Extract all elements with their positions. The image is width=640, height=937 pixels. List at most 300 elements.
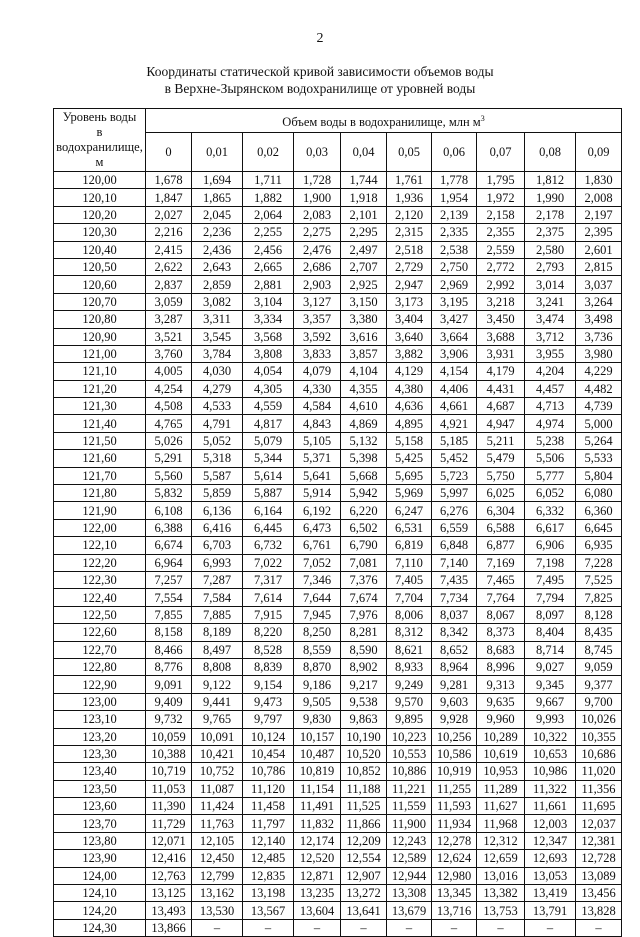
- volume-cell: 3,521: [146, 328, 192, 345]
- volume-cell: 11,020: [576, 763, 622, 780]
- table-row: [54, 345, 622, 362]
- level-cell: 121,20: [54, 380, 146, 397]
- volume-cell: 7,495: [525, 571, 576, 588]
- volume-cell: 1,830: [576, 172, 622, 189]
- table-row: [54, 206, 622, 223]
- volume-cell: 10,421: [192, 745, 243, 762]
- volume-cell: 3,931: [477, 345, 525, 362]
- volume-cell: 3,712: [525, 328, 576, 345]
- volume-cell: 12,624: [432, 850, 477, 867]
- level-cell: 120,30: [54, 224, 146, 241]
- volume-cell: 10,786: [243, 763, 294, 780]
- volume-cell: 5,777: [525, 467, 576, 484]
- volume-cell: 3,736: [576, 328, 622, 345]
- volume-cell: 9,186: [294, 676, 341, 693]
- volume-cell: 8,808: [192, 658, 243, 675]
- volume-cell: 5,158: [387, 432, 432, 449]
- volume-cell: 7,052: [294, 554, 341, 571]
- volume-cell: 2,178: [525, 206, 576, 223]
- volume-cell: 13,866: [146, 919, 192, 936]
- volume-cell: 11,866: [341, 815, 387, 832]
- volume-cell: 12,450: [192, 850, 243, 867]
- volume-cell: 4,355: [341, 380, 387, 397]
- volume-cell: 3,474: [525, 311, 576, 328]
- volume-cell: 9,667: [525, 693, 576, 710]
- volume-cell: 10,026: [576, 711, 622, 728]
- level-cell: 121,60: [54, 450, 146, 467]
- volume-cell: 12,835: [243, 867, 294, 884]
- volume-cell: 3,380: [341, 311, 387, 328]
- volume-cell: 2,643: [192, 258, 243, 275]
- level-cell: 123,80: [54, 832, 146, 849]
- volume-cell: 2,559: [477, 241, 525, 258]
- volume-cell: 12,381: [576, 832, 622, 849]
- volume-cell: 11,053: [146, 780, 192, 797]
- volume-cell: 10,553: [387, 745, 432, 762]
- volume-cell: 8,220: [243, 624, 294, 641]
- volume-cell: 9,505: [294, 693, 341, 710]
- volume-cell: 13,382: [477, 885, 525, 902]
- volume-cell: 11,763: [192, 815, 243, 832]
- level-cell: 120,00: [54, 172, 146, 189]
- volume-cell: 12,980: [432, 867, 477, 884]
- volume-cell: 6,819: [387, 537, 432, 554]
- volume-cell: 7,081: [341, 554, 387, 571]
- volume-cell: 6,964: [146, 554, 192, 571]
- table-row: [54, 485, 622, 502]
- volume-cell: 13,791: [525, 902, 576, 919]
- volume-cell: 7,764: [477, 589, 525, 606]
- volume-cell: 2,992: [477, 276, 525, 293]
- volume-cell: 4,869: [341, 415, 387, 432]
- volume-cell: 7,435: [432, 571, 477, 588]
- volume-cell: 2,750: [432, 258, 477, 275]
- volume-cell: 9,059: [576, 658, 622, 675]
- volume-cell: 11,832: [294, 815, 341, 832]
- volume-cell: 8,250: [294, 624, 341, 641]
- volume-cell: 9,091: [146, 676, 192, 693]
- volume-cell: 12,659: [477, 850, 525, 867]
- volume-cell: 3,498: [576, 311, 622, 328]
- volume-cell: 6,360: [576, 502, 622, 519]
- volume-cell: 8,559: [294, 641, 341, 658]
- volume-cell: 3,037: [576, 276, 622, 293]
- volume-cell: 6,136: [192, 502, 243, 519]
- volume-cell: 2,216: [146, 224, 192, 241]
- volume-table: [53, 108, 622, 937]
- volume-cell: 2,120: [387, 206, 432, 223]
- table-row: [54, 641, 622, 658]
- volume-cell: 12,944: [387, 867, 432, 884]
- volume-cell: 4,305: [243, 380, 294, 397]
- level-cell: 122,50: [54, 606, 146, 623]
- volume-cell: 8,683: [477, 641, 525, 658]
- volume-cell: 8,097: [525, 606, 576, 623]
- volume-cell: 7,915: [243, 606, 294, 623]
- volume-cell: 3,104: [243, 293, 294, 310]
- volume-cell: 5,079: [243, 432, 294, 449]
- volume-cell: 9,732: [146, 711, 192, 728]
- volume-cell: 6,025: [477, 485, 525, 502]
- level-column-header: [54, 109, 146, 172]
- volume-cell: 9,635: [477, 693, 525, 710]
- volume-cell: 7,405: [387, 571, 432, 588]
- volume-cell: 12,871: [294, 867, 341, 884]
- page-number: 2: [316, 31, 324, 46]
- volume-cell: 9,473: [243, 693, 294, 710]
- volume-cell: 11,934: [432, 815, 477, 832]
- volume-cell: 7,287: [192, 571, 243, 588]
- volume-cell: 11,154: [294, 780, 341, 797]
- volume-cell: 10,919: [432, 763, 477, 780]
- volume-cell: 9,928: [432, 711, 477, 728]
- volume-cell: 9,765: [192, 711, 243, 728]
- volume-cell: 7,110: [387, 554, 432, 571]
- volume-cell: 12,140: [243, 832, 294, 849]
- volume-cell: 6,192: [294, 502, 341, 519]
- volume-cell: 9,863: [341, 711, 387, 728]
- volume-cell: 5,614: [243, 467, 294, 484]
- volume-cell: 6,906: [525, 537, 576, 554]
- volume-group-header: [146, 109, 622, 133]
- volume-cell: –: [243, 919, 294, 936]
- volume-cell: 10,124: [243, 728, 294, 745]
- volume-cell: 6,559: [432, 519, 477, 536]
- volume-cell: 5,804: [576, 467, 622, 484]
- volume-cell: 10,852: [341, 763, 387, 780]
- volume-cell: 2,538: [432, 241, 477, 258]
- column-header-4: 0,04: [341, 133, 387, 172]
- volume-cell: 12,243: [387, 832, 432, 849]
- volume-cell: 3,833: [294, 345, 341, 362]
- volume-cell: 4,482: [576, 380, 622, 397]
- volume-cell: 5,723: [432, 467, 477, 484]
- volume-cell: 6,531: [387, 519, 432, 536]
- volume-cell: 3,568: [243, 328, 294, 345]
- volume-cell: 8,312: [387, 624, 432, 641]
- table-row: [54, 745, 622, 762]
- volume-cell: 13,053: [525, 867, 576, 884]
- volume-cell: 5,533: [576, 450, 622, 467]
- volume-cell: 1,972: [477, 189, 525, 206]
- volume-cell: 2,158: [477, 206, 525, 223]
- volume-cell: 12,728: [576, 850, 622, 867]
- volume-cell: 12,693: [525, 850, 576, 867]
- level-cell: 122,40: [54, 589, 146, 606]
- volume-cell: 12,763: [146, 867, 192, 884]
- volume-cell: 4,154: [432, 363, 477, 380]
- volume-cell: 5,371: [294, 450, 341, 467]
- volume-cell: 4,054: [243, 363, 294, 380]
- volume-cell: 3,450: [477, 311, 525, 328]
- volume-cell: 4,104: [341, 363, 387, 380]
- volume-cell: 10,653: [525, 745, 576, 762]
- level-cell: 122,00: [54, 519, 146, 536]
- volume-cell: 6,790: [341, 537, 387, 554]
- volume-cell: 8,466: [146, 641, 192, 658]
- table-row: [54, 658, 622, 675]
- volume-cell: 4,817: [243, 415, 294, 432]
- volume-cell: 5,560: [146, 467, 192, 484]
- volume-cell: 5,344: [243, 450, 294, 467]
- volume-header-superscript: 3: [480, 114, 485, 123]
- volume-cell: 7,465: [477, 571, 525, 588]
- volume-cell: 12,037: [576, 815, 622, 832]
- volume-cell: 3,808: [243, 345, 294, 362]
- level-cell: 122,60: [54, 624, 146, 641]
- volume-cell: 11,221: [387, 780, 432, 797]
- volume-cell: –: [576, 919, 622, 936]
- volume-cell: 10,190: [341, 728, 387, 745]
- volume-cell: –: [387, 919, 432, 936]
- level-cell: 121,50: [54, 432, 146, 449]
- volume-cell: 9,441: [192, 693, 243, 710]
- volume-cell: 6,276: [432, 502, 477, 519]
- level-cell: 121,70: [54, 467, 146, 484]
- volume-cell: –: [341, 919, 387, 936]
- level-cell: 122,70: [54, 641, 146, 658]
- volume-cell: 4,406: [432, 380, 477, 397]
- volume-cell: 11,559: [387, 798, 432, 815]
- volume-cell: 3,195: [432, 293, 477, 310]
- volume-cell: 6,445: [243, 519, 294, 536]
- volume-cell: 7,257: [146, 571, 192, 588]
- volume-cell: 10,986: [525, 763, 576, 780]
- table-row: [54, 798, 622, 815]
- volume-cell: 1,936: [387, 189, 432, 206]
- volume-cell: 3,287: [146, 311, 192, 328]
- table-row: [54, 763, 622, 780]
- volume-cell: 5,291: [146, 450, 192, 467]
- volume-cell: 5,750: [477, 467, 525, 484]
- volume-cell: 9,895: [387, 711, 432, 728]
- volume-cell: 6,703: [192, 537, 243, 554]
- volume-cell: 6,935: [576, 537, 622, 554]
- table-row: [54, 606, 622, 623]
- volume-cell: 7,885: [192, 606, 243, 623]
- volume-cell: 4,739: [576, 398, 622, 415]
- column-header-0: 0: [146, 133, 192, 172]
- volume-cell: 10,886: [387, 763, 432, 780]
- volume-cell: 4,974: [525, 415, 576, 432]
- volume-cell: 10,686: [576, 745, 622, 762]
- volume-cell: 3,082: [192, 293, 243, 310]
- volume-cell: 8,964: [432, 658, 477, 675]
- volume-cell: 1,778: [432, 172, 477, 189]
- volume-cell: 2,139: [432, 206, 477, 223]
- volume-cell: 2,969: [432, 276, 477, 293]
- table-row: [54, 676, 622, 693]
- volume-cell: 2,197: [576, 206, 622, 223]
- volume-cell: 13,198: [243, 885, 294, 902]
- volume-cell: –: [525, 919, 576, 936]
- volume-cell: 1,795: [477, 172, 525, 189]
- volume-cell: 2,903: [294, 276, 341, 293]
- volume-cell: 5,000: [576, 415, 622, 432]
- volume-cell: 6,304: [477, 502, 525, 519]
- volume-cell: 5,506: [525, 450, 576, 467]
- volume-cell: 4,895: [387, 415, 432, 432]
- volume-cell: 10,322: [525, 728, 576, 745]
- volume-cell: 8,373: [477, 624, 525, 641]
- level-cell: 120,50: [54, 258, 146, 275]
- volume-cell: 2,837: [146, 276, 192, 293]
- volume-cell: 9,603: [432, 693, 477, 710]
- volume-cell: 8,776: [146, 658, 192, 675]
- volume-cell: 1,711: [243, 172, 294, 189]
- table-row: [54, 224, 622, 241]
- volume-cell: 12,278: [432, 832, 477, 849]
- volume-cell: 2,008: [576, 189, 622, 206]
- volume-cell: 5,452: [432, 450, 477, 467]
- volume-cell: 2,665: [243, 258, 294, 275]
- table-row: [54, 728, 622, 745]
- volume-cell: 2,255: [243, 224, 294, 241]
- volume-cell: 9,217: [341, 676, 387, 693]
- volume-cell: 12,554: [341, 850, 387, 867]
- volume-cell: 13,162: [192, 885, 243, 902]
- volume-cell: 1,847: [146, 189, 192, 206]
- volume-cell: 9,027: [525, 658, 576, 675]
- volume-cell: 9,797: [243, 711, 294, 728]
- volume-cell: 1,812: [525, 172, 576, 189]
- column-header-9: 0,09: [576, 133, 622, 172]
- volume-cell: 6,645: [576, 519, 622, 536]
- volume-cell: 4,713: [525, 398, 576, 415]
- volume-cell: 5,052: [192, 432, 243, 449]
- volume-cell: 8,006: [387, 606, 432, 623]
- volume-cell: 7,228: [576, 554, 622, 571]
- volume-cell: 5,914: [294, 485, 341, 502]
- volume-cell: 11,525: [341, 798, 387, 815]
- volume-cell: 10,223: [387, 728, 432, 745]
- level-cell: 120,20: [54, 206, 146, 223]
- level-cell: 122,80: [54, 658, 146, 675]
- volume-cell: 13,753: [477, 902, 525, 919]
- volume-cell: 3,760: [146, 345, 192, 362]
- level-cell: 120,80: [54, 311, 146, 328]
- volume-cell: 2,881: [243, 276, 294, 293]
- volume-cell: 8,497: [192, 641, 243, 658]
- volume-cell: 10,059: [146, 728, 192, 745]
- volume-cell: 2,415: [146, 241, 192, 258]
- volume-cell: 6,220: [341, 502, 387, 519]
- volume-cell: 5,587: [192, 467, 243, 484]
- volume-cell: 10,619: [477, 745, 525, 762]
- volume-cell: 5,942: [341, 485, 387, 502]
- volume-cell: 4,610: [341, 398, 387, 415]
- volume-cell: 5,238: [525, 432, 576, 449]
- volume-cell: 11,593: [432, 798, 477, 815]
- volume-cell: 12,347: [525, 832, 576, 849]
- volume-cell: 2,859: [192, 276, 243, 293]
- volume-cell: 5,132: [341, 432, 387, 449]
- volume-cell: 4,005: [146, 363, 192, 380]
- volume-cell: 5,695: [387, 467, 432, 484]
- volume-cell: 11,491: [294, 798, 341, 815]
- table-row: [54, 432, 622, 449]
- table-row: [54, 624, 622, 641]
- volume-cell: 5,185: [432, 432, 477, 449]
- volume-cell: 8,652: [432, 641, 477, 658]
- table-row: [54, 450, 622, 467]
- title-line-2: в Верхне-Зырянском водохранилище от уровней воды: [164, 81, 476, 96]
- volume-cell: 4,030: [192, 363, 243, 380]
- level-cell: 123,90: [54, 850, 146, 867]
- volume-cell: 7,794: [525, 589, 576, 606]
- volume-cell: 11,458: [243, 798, 294, 815]
- column-header-6: 0,06: [432, 133, 477, 172]
- volume-cell: 3,592: [294, 328, 341, 345]
- volume-cell: 12,312: [477, 832, 525, 849]
- volume-cell: 6,877: [477, 537, 525, 554]
- level-cell: 124,20: [54, 902, 146, 919]
- level-header-line: в: [96, 125, 103, 139]
- volume-cell: 6,473: [294, 519, 341, 536]
- level-cell: 120,70: [54, 293, 146, 310]
- volume-cell: 11,968: [477, 815, 525, 832]
- volume-cell: 3,357: [294, 311, 341, 328]
- volume-cell: 3,616: [341, 328, 387, 345]
- volume-cell: 8,870: [294, 658, 341, 675]
- volume-cell: 1,761: [387, 172, 432, 189]
- level-cell: 121,40: [54, 415, 146, 432]
- volume-cell: 4,791: [192, 415, 243, 432]
- volume-cell: 6,080: [576, 485, 622, 502]
- volume-cell: 1,694: [192, 172, 243, 189]
- volume-cell: 5,668: [341, 467, 387, 484]
- volume-cell: 10,256: [432, 728, 477, 745]
- volume-cell: 4,431: [477, 380, 525, 397]
- volume-cell: 5,859: [192, 485, 243, 502]
- volume-cell: 4,765: [146, 415, 192, 432]
- volume-cell: 10,454: [243, 745, 294, 762]
- table-row: [54, 850, 622, 867]
- volume-cell: 13,604: [294, 902, 341, 919]
- volume-cell: 10,819: [294, 763, 341, 780]
- volume-cell: 6,388: [146, 519, 192, 536]
- volume-cell: 4,179: [477, 363, 525, 380]
- volume-cell: 6,993: [192, 554, 243, 571]
- volume-cell: 9,538: [341, 693, 387, 710]
- table-row: [54, 258, 622, 275]
- volume-cell: 9,154: [243, 676, 294, 693]
- volume-cell: 9,377: [576, 676, 622, 693]
- volume-cell: 13,716: [432, 902, 477, 919]
- volume-cell: 3,664: [432, 328, 477, 345]
- volume-cell: 4,508: [146, 398, 192, 415]
- volume-cell: 2,497: [341, 241, 387, 258]
- volume-cell: 3,059: [146, 293, 192, 310]
- table-row: [54, 328, 622, 345]
- volume-cell: 2,622: [146, 258, 192, 275]
- volume-cell: 7,317: [243, 571, 294, 588]
- volume-cell: 1,744: [341, 172, 387, 189]
- volume-cell: 12,105: [192, 832, 243, 849]
- volume-cell: 7,945: [294, 606, 341, 623]
- volume-cell: 8,528: [243, 641, 294, 658]
- volume-cell: 2,925: [341, 276, 387, 293]
- volume-cell: 13,641: [341, 902, 387, 919]
- volume-cell: 2,772: [477, 258, 525, 275]
- volume-cell: 7,644: [294, 589, 341, 606]
- volume-cell: 2,947: [387, 276, 432, 293]
- volume-cell: 3,906: [432, 345, 477, 362]
- volume-cell: 7,584: [192, 589, 243, 606]
- volume-cell: 1,882: [243, 189, 294, 206]
- volume-cell: 5,969: [387, 485, 432, 502]
- volume-cell: 9,313: [477, 676, 525, 693]
